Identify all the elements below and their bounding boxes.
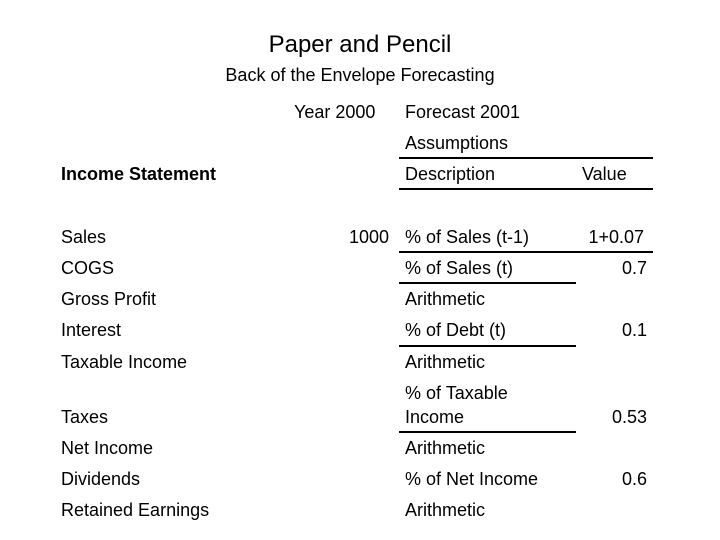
header-description: Description xyxy=(405,164,496,184)
row-desc-dividends: % of Net Income xyxy=(405,469,539,489)
row-label-net-income: Net Income xyxy=(61,438,154,458)
row-desc-taxable-income: Arithmetic xyxy=(405,352,486,372)
row-rule-cogs xyxy=(399,282,576,284)
row-label-sales: Sales xyxy=(61,227,107,247)
row-rule-interest xyxy=(399,345,576,347)
header-rule xyxy=(399,157,653,159)
row-value-interest: 0.1 xyxy=(621,320,647,340)
row-label-gross-profit: Gross Profit xyxy=(61,289,157,309)
row-label-retained-earnings: Retained Earnings xyxy=(61,500,210,520)
header-bottom-rule xyxy=(399,188,653,190)
row-desc-taxes-line1: % of Taxable xyxy=(405,383,508,403)
row-value-taxes: 0.53 xyxy=(611,407,647,427)
page-title: Paper and Pencil xyxy=(268,31,452,58)
row-value-cogs: 0.7 xyxy=(621,258,647,278)
page-subtitle: Back of the Envelope Forecasting xyxy=(225,65,495,85)
row-label-dividends: Dividends xyxy=(61,469,141,489)
row-year-sales: 1000 xyxy=(348,227,389,247)
row-desc-retained-earnings: Arithmetic xyxy=(405,500,486,520)
row-desc-net-income: Arithmetic xyxy=(405,438,486,458)
header-year-2000: Year 2000 xyxy=(294,102,376,122)
row-desc-taxes-line2: Income xyxy=(405,407,465,427)
row-desc-interest: % of Debt (t) xyxy=(405,320,507,340)
header-income-statement: Income Statement xyxy=(61,164,217,184)
row-desc-sales: % of Sales (t-1) xyxy=(405,227,530,247)
row-label-interest: Interest xyxy=(61,320,122,340)
row-value-dividends: 0.6 xyxy=(621,469,647,489)
row-label-taxes: Taxes xyxy=(61,407,109,427)
header-forecast-2001: Forecast 2001 xyxy=(405,102,521,122)
header-assumptions: Assumptions xyxy=(405,133,509,153)
header-value: Value xyxy=(582,164,627,184)
row-rule-taxes xyxy=(399,431,576,433)
row-label-cogs: COGS xyxy=(61,258,115,278)
row-desc-cogs: % of Sales (t) xyxy=(405,258,514,278)
row-label-taxable-income: Taxable Income xyxy=(61,352,188,372)
row-value-sales: 1+0.07 xyxy=(588,227,644,247)
row-desc-gross-profit: Arithmetic xyxy=(405,289,486,309)
row-rule-sales xyxy=(399,251,653,253)
